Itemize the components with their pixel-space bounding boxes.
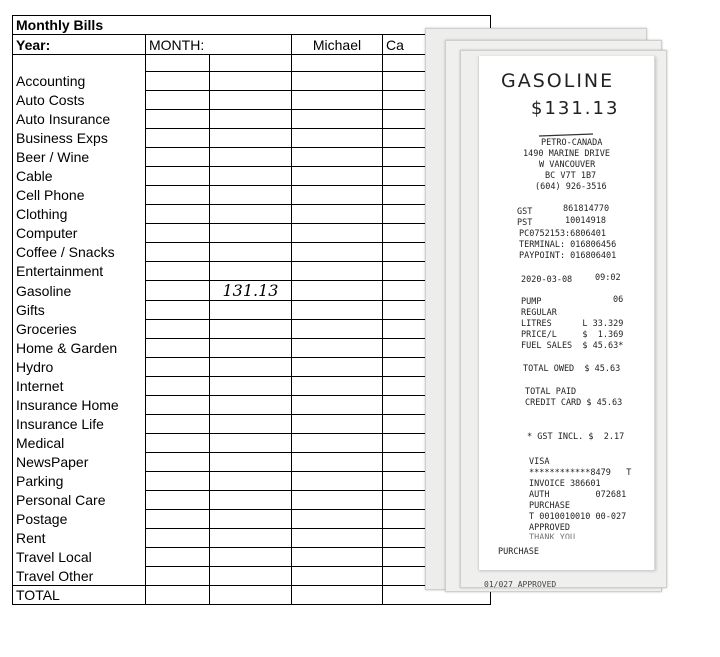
gst-number: 861814770 [563,204,610,214]
bill-row [13,548,491,567]
bill-row [13,167,491,186]
station-address-1: 1490 MARINE DRIVE [523,149,610,159]
bill-amount-cell[interactable] [292,453,383,472]
paypoint-line: PAYPOINT: 016806401 [519,251,617,261]
bill-category-label: Auto Costs [13,91,146,110]
bill-category-label: Gasoline [13,281,146,301]
bill-amount-cell[interactable] [146,567,210,586]
bill-amount-cell[interactable] [210,91,292,110]
bill-amount-cell[interactable] [146,224,210,243]
bill-amount-cell[interactable] [146,377,210,396]
total-label: TOTAL [13,586,146,605]
bill-amount-cell[interactable] [210,320,292,339]
bill-row [13,186,491,205]
person-2-header: Ca [383,35,491,55]
bill-amount-cell[interactable] [146,339,210,358]
bill-amount-cell[interactable] [146,491,210,510]
bill-amount-cell[interactable] [210,491,292,510]
bill-row [13,72,491,91]
bill-amount-cell[interactable] [292,491,383,510]
total-paid-label: TOTAL PAID [525,387,577,397]
transaction-line: T 0010010010 00-027 [529,512,627,522]
bill-category-label: Parking [13,472,146,491]
pst-label: PST [517,218,533,228]
bill-amount-cell[interactable] [292,110,383,129]
bill-amount-cell[interactable] [210,358,292,377]
bill-amount-cell[interactable] [210,529,292,548]
bill-row [13,415,491,434]
bill-amount-cell[interactable] [210,472,292,491]
bill-amount-cell[interactable] [210,339,292,358]
bill-amount-cell[interactable] [292,186,383,205]
receipt-time: 09:02 [595,273,621,283]
bill-row [13,377,491,396]
card-type: VISA [529,457,550,467]
auth-line: AUTH 072681 [529,490,627,500]
invoice-line: INVOICE 386601 [529,479,601,489]
pump-label: PUMP [521,297,542,307]
bill-row [13,320,491,339]
terminal-line: TERMINAL: 016806456 [519,240,617,250]
thank-you-label: THANK YOU [529,533,576,539]
bill-amount-cell[interactable] [292,129,383,148]
total-owed-line: TOTAL OWED $ 45.63 [523,364,621,374]
bill-amount-cell[interactable] [146,453,210,472]
approved-label: APPROVED [529,523,570,533]
bill-amount-cell[interactable] [292,510,383,529]
bill-amount-cell[interactable] [146,205,210,224]
person-michael-header: Michael [292,35,383,55]
card-number: ************8479 T [529,468,632,478]
bill-row [13,567,491,586]
bill-amount-cell[interactable] [146,415,210,434]
bill-category-label: Internet [13,377,146,396]
bill-amount-cell[interactable] [210,186,292,205]
bill-amount-cell[interactable] [292,281,383,301]
form-title: Monthly Bills [13,16,491,35]
bill-amount-cell[interactable] [292,434,383,453]
monthly-bills-form [12,15,492,637]
bill-category-label: Entertainment [13,262,146,281]
bill-row [13,110,491,129]
bill-amount-cell[interactable] [146,548,210,567]
bill-category-label: Beer / Wine [13,148,146,167]
bill-amount-cell[interactable] [146,186,210,205]
bill-amount-cell[interactable] [292,72,383,91]
bill-category-label: Cable [13,167,146,186]
bill-amount-cell[interactable] [146,243,210,262]
litres-line: LITRES L 33.329 [521,319,624,329]
bill-category-label: Auto Insurance [13,110,146,129]
handwritten-note-amount: $131.13 [531,98,620,119]
bill-row [13,491,491,510]
year-label: Year: [13,35,146,55]
bill-category-label: Coffee / Snacks [13,243,146,262]
spacer-row [13,55,491,72]
total-amount-cell[interactable] [292,586,383,605]
total-amount-cell[interactable] [146,586,210,605]
bill-amount-cell[interactable] [210,415,292,434]
bill-category-label: Rent [13,529,146,548]
bill-row [13,358,491,377]
bill-category-label: Insurance Life [13,415,146,434]
bill-row [13,205,491,224]
bill-category-label: Clothing [13,205,146,224]
bills-table [12,15,491,605]
bill-amount-cell[interactable] [292,262,383,281]
bill-amount-cell[interactable] [210,567,292,586]
bill-amount-cell[interactable] [292,472,383,491]
bill-amount-cell[interactable] [210,243,292,262]
bill-amount-cell[interactable] [210,148,292,167]
bill-amount-cell[interactable] [292,396,383,415]
bill-row [13,243,491,262]
bill-amount-cell[interactable] [146,529,210,548]
bill-amount-cell[interactable] [146,72,210,91]
bill-category-label: Groceries [13,320,146,339]
purchase-label: PURCHASE [529,501,570,511]
bill-row [13,224,491,243]
pc-line: PC0752153:6806401 [519,229,606,239]
bill-amount-cell[interactable] [210,72,292,91]
bill-amount-cell[interactable] [146,434,210,453]
bill-amount-cell[interactable] [146,167,210,186]
bill-amount-cell[interactable] [210,434,292,453]
bill-category-label: Home & Garden [13,339,146,358]
bill-amount-cell[interactable] [210,377,292,396]
bill-row [13,472,491,491]
bill-row [13,301,491,320]
total-amount-cell[interactable] [210,586,292,605]
gas-receipt [478,56,655,570]
bill-amount-cell[interactable] [292,301,383,320]
credit-card-line: CREDIT CARD $ 45.63 [525,398,623,408]
bill-category-label: Gifts [13,301,146,320]
bill-amount-cell[interactable] [292,529,383,548]
receipt-date: 2020-03-08 [521,275,573,285]
bill-amount-cell[interactable] [146,320,210,339]
underlay-approved-line: 01/027 APPROVED [484,580,557,589]
bill-amount-cell[interactable] [210,205,292,224]
bill-amount-cell[interactable] [292,567,383,586]
bill-row [13,510,491,529]
bill-category-label: NewsPaper [13,453,146,472]
bill-amount-cell[interactable] [210,301,292,320]
bill-amount-cell[interactable] [146,262,210,281]
bill-amount-cell[interactable] [210,110,292,129]
bill-row [13,91,491,110]
bill-amount-cell[interactable] [292,339,383,358]
bill-amount-cell[interactable] [292,548,383,567]
bill-amount-cell[interactable] [292,167,383,186]
bill-category-label: Travel Local [13,548,146,567]
bill-category-label: Personal Care [13,491,146,510]
bill-row [13,453,491,472]
handwritten-note-title: GASOLINE [501,70,615,92]
bill-category-label: Computer [13,224,146,243]
bill-category-label: Cell Phone [13,186,146,205]
bill-row [13,396,491,415]
bill-amount-cell[interactable] [210,453,292,472]
fuel-sales-line: FUEL SALES $ 45.63* [521,341,624,351]
bill-amount-cell[interactable] [146,510,210,529]
gasoline-amount-cell[interactable]: 131.13 [210,281,292,301]
bill-amount-cell[interactable] [210,129,292,148]
bill-amount-cell[interactable] [146,110,210,129]
bill-amount-cell[interactable] [146,396,210,415]
bill-category-label: Medical [13,434,146,453]
bill-amount-cell[interactable] [146,148,210,167]
bill-amount-cell[interactable] [146,301,210,320]
bill-row [13,148,491,167]
bill-row [13,434,491,453]
station-phone: (604) 926-3516 [535,182,607,192]
bill-amount-cell[interactable] [292,91,383,110]
bill-amount-cell[interactable] [146,281,210,301]
bill-row [13,339,491,358]
bill-amount-cell[interactable] [292,205,383,224]
gst-included-line: * GST INCL. $ 2.17 [527,432,625,442]
pump-number: 06 [613,295,624,305]
station-name: PETRO-CANADA [541,138,603,148]
bill-row [13,129,491,148]
bill-category-label: Business Exps [13,129,146,148]
bill-amount-cell[interactable] [210,510,292,529]
bill-category-label: Accounting [13,72,146,91]
month-label: MONTH: [146,35,292,55]
underlay-purchase-label: PURCHASE [498,547,539,557]
price-line: PRICE/L $ 1.369 [521,330,624,340]
bill-amount-cell[interactable] [146,358,210,377]
bill-category-label: Postage [13,510,146,529]
station-address-3: BC V7T 1B7 [545,171,597,181]
station-address-2: W VANCOUVER [539,160,596,170]
gst-label: GST [517,207,533,217]
bill-amount-cell[interactable] [292,148,383,167]
bill-amount-cell[interactable] [292,224,383,243]
bill-amount-cell[interactable] [292,415,383,434]
bill-amount-cell[interactable] [146,91,210,110]
bill-amount-cell[interactable] [210,396,292,415]
bill-amount-cell[interactable] [292,358,383,377]
bill-category-label: Travel Other [13,567,146,586]
bill-amount-cell[interactable] [210,167,292,186]
bill-category-label: Hydro [13,358,146,377]
bill-amount-cell[interactable] [292,243,383,262]
bill-row [13,262,491,281]
bill-amount-cell[interactable] [292,320,383,339]
pst-number: 10014918 [565,216,606,226]
fuel-grade: REGULAR [521,308,557,318]
bill-row [13,529,491,548]
bill-amount-cell[interactable] [210,262,292,281]
bill-amount-cell[interactable] [146,129,210,148]
total-row [13,586,491,605]
bill-amount-cell[interactable] [210,548,292,567]
bill-row [13,281,491,301]
bill-category-label: Insurance Home [13,396,146,415]
bill-amount-cell[interactable] [146,472,210,491]
bill-amount-cell[interactable] [292,377,383,396]
bill-amount-cell[interactable] [210,224,292,243]
